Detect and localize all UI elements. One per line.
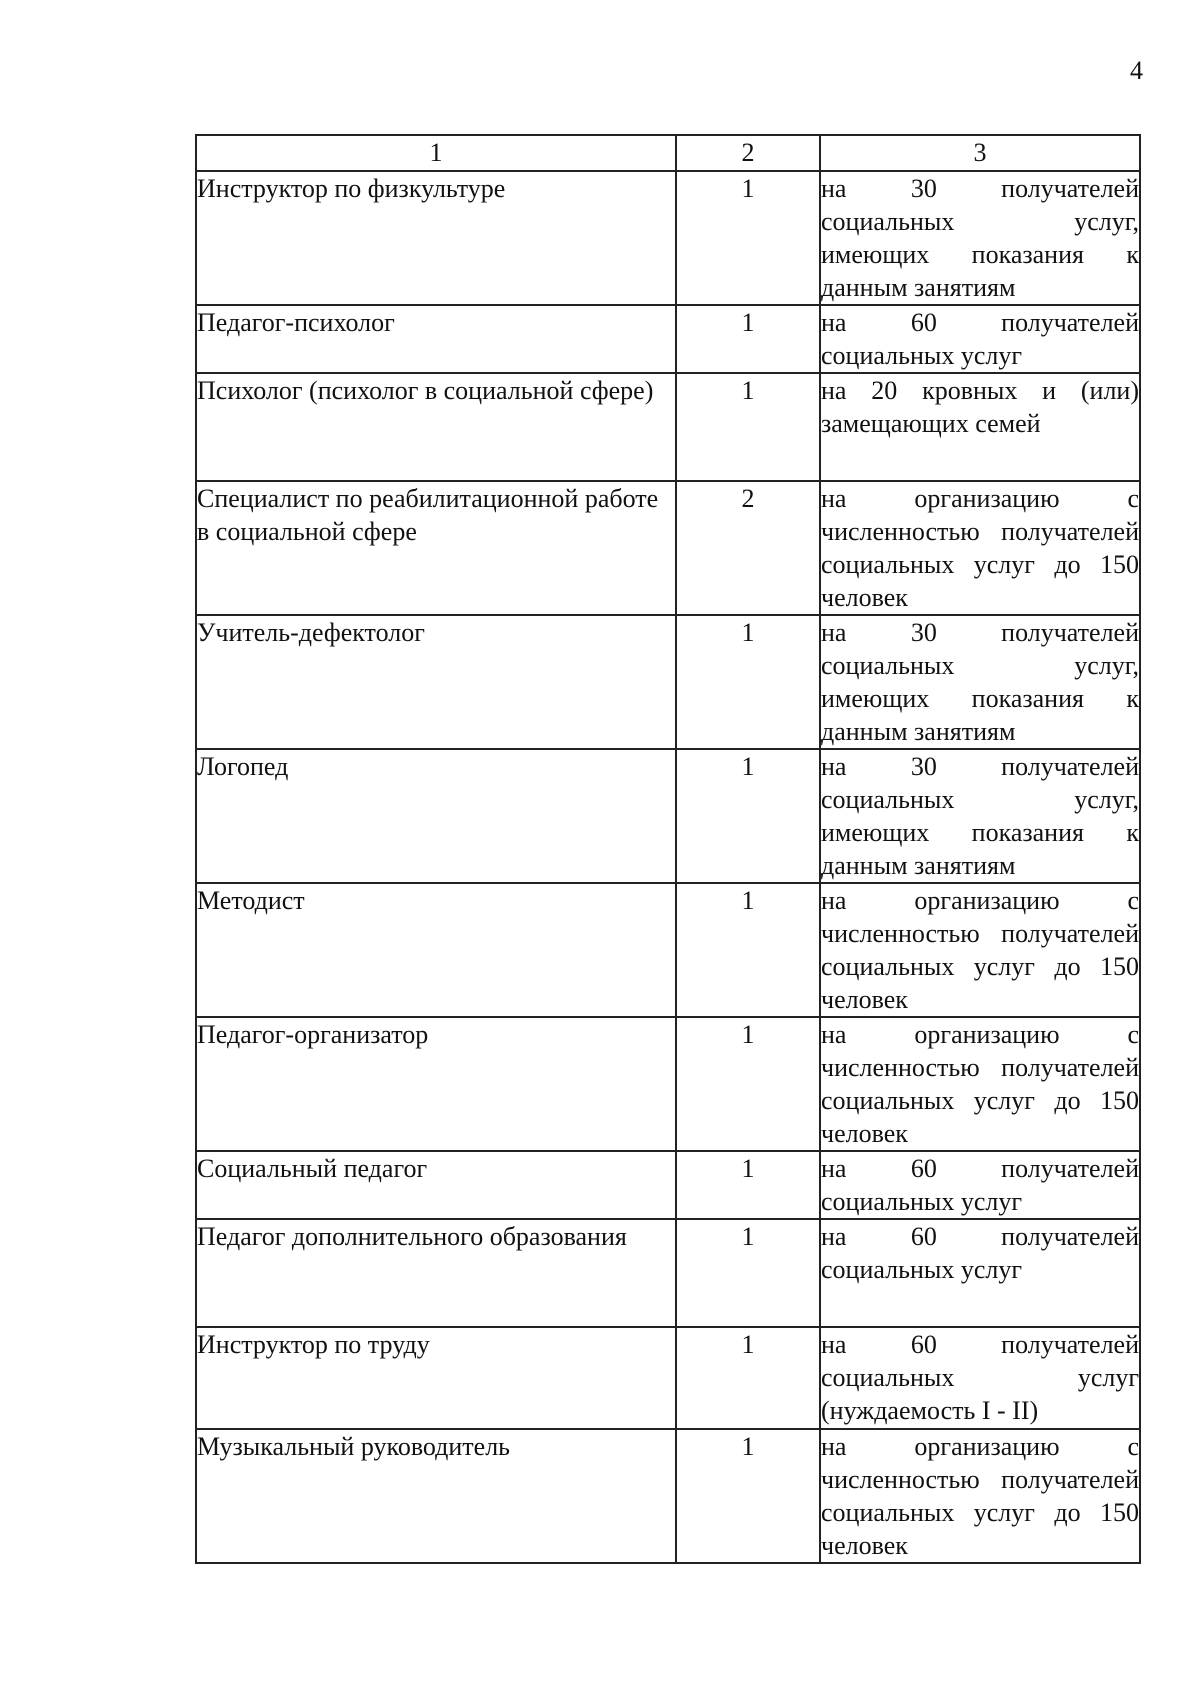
- position-cell: Социальный педагог: [196, 1151, 676, 1219]
- table-row: [196, 749, 1140, 883]
- position-cell: Педагог дополнительного образования: [196, 1219, 676, 1327]
- position-cell: Музыкальный руководитель: [196, 1429, 676, 1563]
- count-cell: 1: [676, 1017, 820, 1151]
- position-cell: Педагог-организатор: [196, 1017, 676, 1151]
- count-cell: 1: [676, 305, 820, 373]
- count-cell: 1: [676, 1219, 820, 1327]
- count-cell: 1: [676, 1151, 820, 1219]
- table-row: [196, 1017, 1140, 1151]
- table-row: [196, 615, 1140, 749]
- position-cell: Педагог-психолог: [196, 305, 676, 373]
- page-number: 4: [1130, 56, 1143, 85]
- position-cell: Специалист по реабилитационной работе в социальной сфере: [196, 481, 676, 615]
- table-row: [196, 305, 1140, 373]
- norm-cell: на 60 получателей социальных услуг (нуждаемость I - II): [820, 1327, 1140, 1429]
- count-cell: 1: [676, 171, 820, 305]
- norm-cell: на 30 получателей социальных услуг, имеющих показания к данным занятиям: [820, 171, 1140, 305]
- count-cell: 1: [676, 749, 820, 883]
- count-cell: 1: [676, 1429, 820, 1563]
- position-cell: Учитель-дефектолог: [196, 615, 676, 749]
- norm-cell: на организацию с численностью получателей социальных услуг до 150 человек: [820, 1017, 1140, 1151]
- position-cell: Методист: [196, 883, 676, 1017]
- count-cell: 1: [676, 1327, 820, 1429]
- norm-cell: на 60 получателей социальных услуг: [820, 1219, 1140, 1327]
- table-row: [196, 481, 1140, 615]
- table-row: [196, 883, 1140, 1017]
- count-cell: 1: [676, 373, 820, 481]
- table-row: [196, 1151, 1140, 1219]
- position-cell: Психолог (психолог в социальной сфере): [196, 373, 676, 481]
- norm-cell: на организацию с численностью получателей социальных услуг до 150 человек: [820, 1429, 1140, 1563]
- staffing-table: [195, 134, 1141, 1564]
- position-cell: Логопед: [196, 749, 676, 883]
- table-row: [196, 373, 1140, 481]
- position-cell: Инструктор по труду: [196, 1327, 676, 1429]
- norm-cell: на организацию с численностью получателей социальных услуг до 150 человек: [820, 883, 1140, 1017]
- table-row: [196, 1219, 1140, 1327]
- count-cell: 2: [676, 481, 820, 615]
- table-row: [196, 1327, 1140, 1429]
- norm-cell: на организацию с численностью получателей социальных услуг до 150 человек: [820, 481, 1140, 615]
- header-cell-1: 1: [196, 135, 676, 171]
- table-row: [196, 1429, 1140, 1563]
- count-cell: 1: [676, 883, 820, 1017]
- header-cell-3: 3: [820, 135, 1140, 171]
- norm-cell: на 60 получателей социальных услуг: [820, 1151, 1140, 1219]
- table-header-row: [196, 135, 1140, 171]
- norm-cell: на 30 получателей социальных услуг, имеющих показания к данным занятиям: [820, 749, 1140, 883]
- header-cell-2: 2: [676, 135, 820, 171]
- count-cell: 1: [676, 615, 820, 749]
- norm-cell: на 60 получателей социальных услуг: [820, 305, 1140, 373]
- table-row: [196, 171, 1140, 305]
- norm-cell: на 20 кровных и (или) замещающих семей: [820, 373, 1140, 481]
- position-cell: Инструктор по физкультуре: [196, 171, 676, 305]
- norm-cell: на 30 получателей социальных услуг, имеющих показания к данным занятиям: [820, 615, 1140, 749]
